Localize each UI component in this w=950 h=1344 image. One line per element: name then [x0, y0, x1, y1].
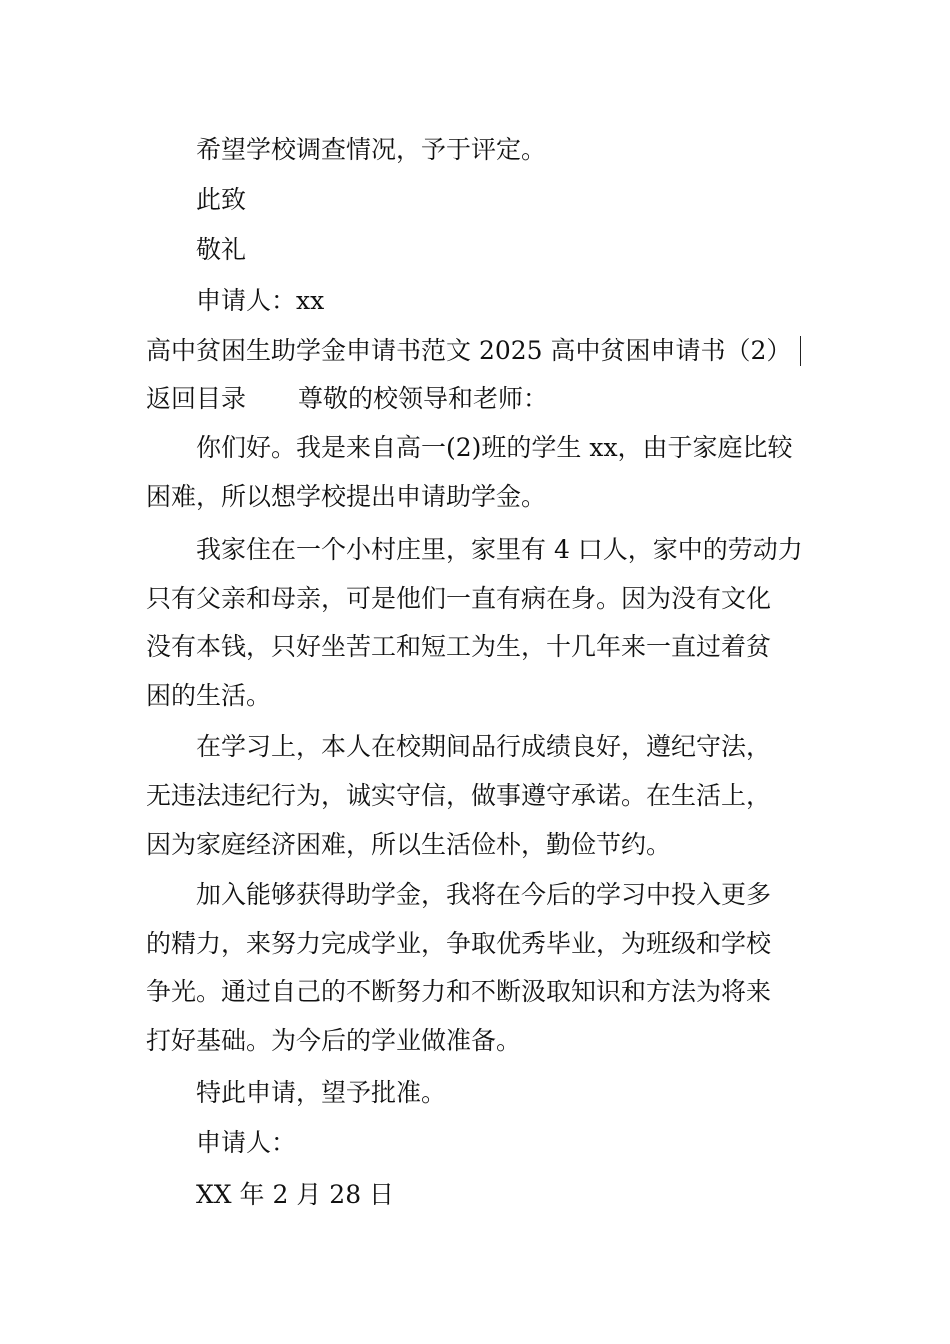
paragraph-line: 只有父亲和母亲，可是他们一直有病在身。因为没有文化: [146, 584, 772, 613]
salutation-cizhi: 此致: [196, 185, 247, 214]
paragraph-line: 加入能够获得助学金，我将在今后的学习中投入更多: [196, 880, 772, 909]
applicant-signature: 申请人：xx: [196, 286, 325, 315]
closing-request: 特此申请，望予批准。: [196, 1078, 447, 1107]
paragraph-line: 打好基础。为今后的学业做准备。: [146, 1026, 522, 1055]
separator-bar: [800, 336, 801, 366]
paragraph-line: 因为家庭经济困难，所以生活俭朴，勤俭节约。: [146, 830, 672, 859]
paragraph-line: 争光。通过自己的不断努力和不断汲取知识和方法为将来: [146, 977, 772, 1006]
paragraph-line: 的精力，来努力完成学业，争取优秀毕业，为班级和学校: [146, 929, 772, 958]
paragraph-line: 无违法违纪行为，诚实守信，做事遵守承诺。在生活上，: [146, 781, 772, 810]
return-to-toc-link[interactable]: 返回目录: [146, 384, 247, 413]
salutation-jingli: 敬礼: [196, 235, 247, 264]
section-title: 高中贫困生助学金申请书范文 2025 高中贫困申请书（2）: [146, 336, 792, 365]
paragraph-line: 没有本钱，只好坐苦工和短工为生，十几年来一直过着贫: [146, 632, 772, 661]
paragraph-line: 你们好。我是来自高一(2)班的学生 xx，由于家庭比较: [196, 433, 793, 462]
paragraph-line: 困的生活。: [146, 681, 272, 710]
closing-request-line: 希望学校调查情况，予于评定。: [196, 135, 547, 164]
application-date: XX 年 2 月 28 日: [196, 1180, 395, 1209]
applicant-label: 申请人：: [196, 1128, 297, 1157]
return-toc-row: [146, 384, 548, 414]
paragraph-line: 我家住在一个小村庄里，家里有 4 口人，家中的劳动力: [196, 535, 803, 564]
letter-greeting: 尊敬的校领导和老师：: [298, 384, 549, 413]
paragraph-line: 在学习上，本人在校期间品行成绩良好，遵纪守法，: [196, 732, 772, 761]
paragraph-line: 困难，所以想学校提出申请助学金。: [146, 482, 547, 511]
